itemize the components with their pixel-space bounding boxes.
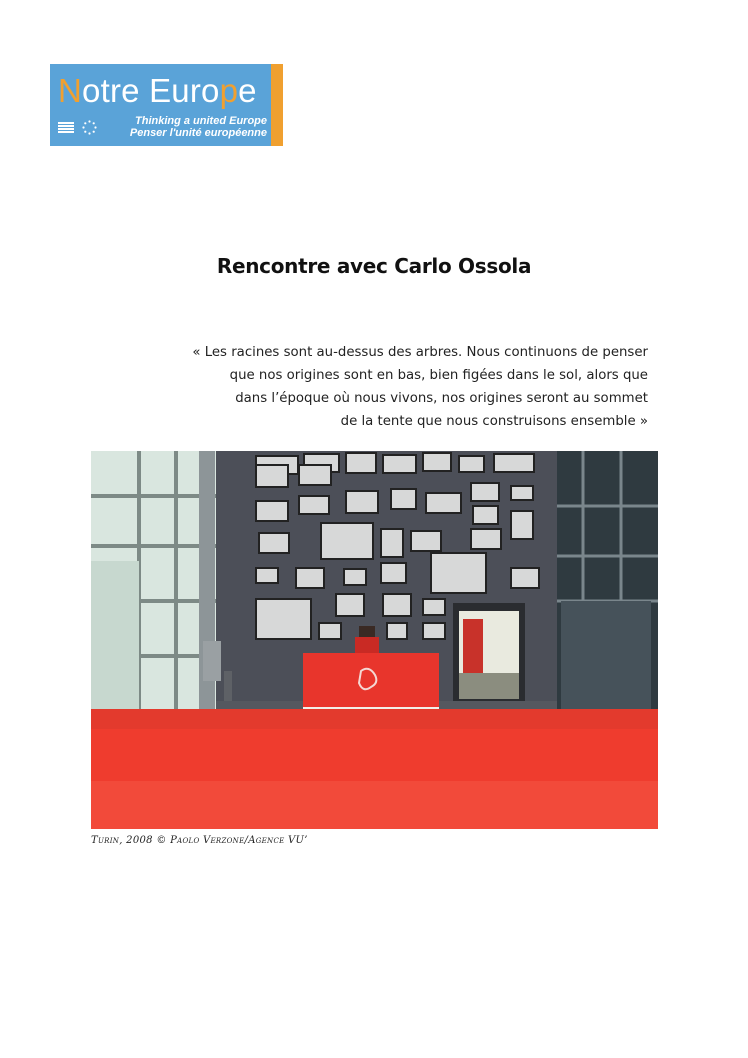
- lobby-photo: [91, 451, 658, 829]
- logo-lines-icon: [58, 122, 74, 135]
- notre-europe-logo: [50, 64, 283, 146]
- quote-line: « Les racines sont au-dessus des arbres. Nous continuons de penser: [192, 345, 648, 360]
- quote-line: de la tente que nous construisons ensemble »: [340, 414, 648, 429]
- quote-line: dans l’époque où nous vivons, nos origines seront au sommet: [235, 391, 648, 406]
- epigraph-quote: [178, 341, 648, 433]
- logo-stars-icon: [82, 120, 97, 135]
- photo-caption: Turin, 2008 © Paolo Verzone/Agence VU’: [91, 835, 308, 846]
- logo-accent-stripe: [271, 64, 283, 146]
- logo-tagline-fr: Penser l'unité européenne: [129, 127, 267, 139]
- logo-tagline-en: Thinking a united Europe: [135, 115, 267, 127]
- logo-tagline: [130, 115, 267, 139]
- quote-line: que nos origines sont en bas, bien figées dans le sol, alors que: [229, 368, 648, 383]
- page-title: Rencontre avec Carlo Ossola: [216, 254, 532, 278]
- logo-title: Notre Europe: [58, 72, 257, 109]
